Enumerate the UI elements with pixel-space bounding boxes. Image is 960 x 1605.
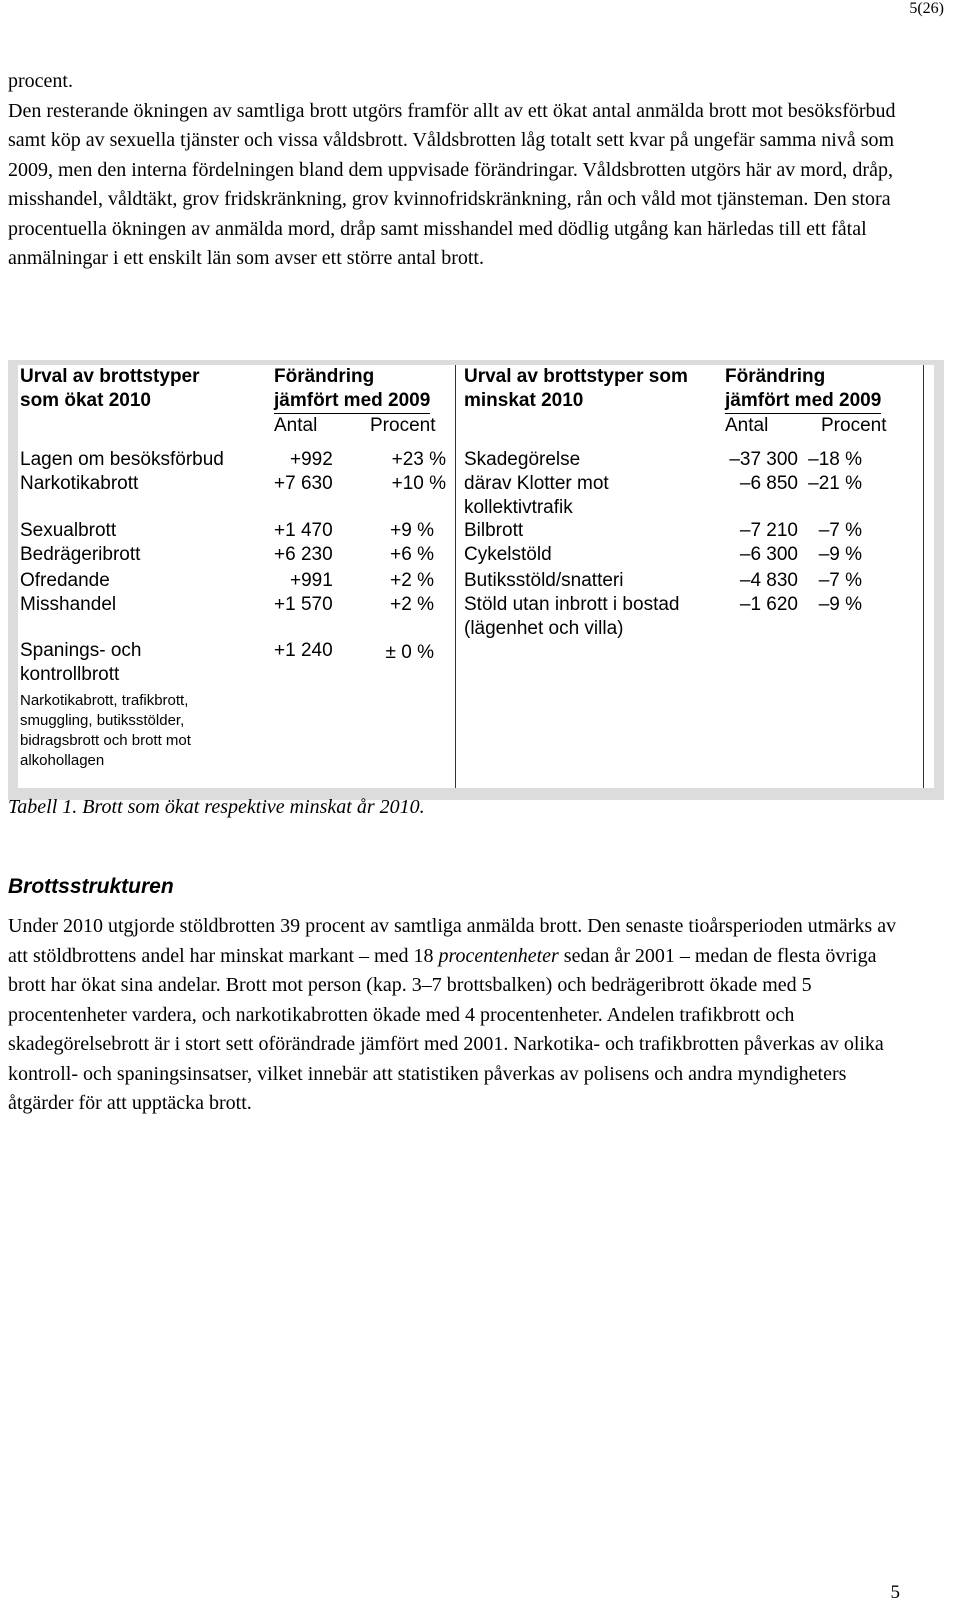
section-text (8, 912, 908, 1119)
dec-row-percent: –9 % (818, 544, 862, 565)
page-header-number: 5(26) (909, 0, 944, 17)
intro-paragraph-2: Den resterande ökningen av samtliga brott utgörs framför allt av ett ökat antal anmälda brott mot besöksförbud samt köp av sexuella tjänster och vissa våldsbrott. Våldsbrotten låg totalt sett kvar på ungefär samma nivå som 2009, men den interna fördelningen bland dem uppvisade förändringar. Våldsbrotten utgörs här av mord, dråp, misshandel, våldtäkt, grov fridskränkning, grov kvinnofridskränkning, rån och våld mot tjänsteman. Den stora procentuella ökningen av anmälda mord, dråp samt misshandel med dödlig utgång kan härledas till ett fåtal anmälningar i ett enskilt län som avser ett större antal brott. (8, 99, 896, 269)
inc-row-percent: +23 % (391, 449, 446, 470)
table-body (18, 365, 934, 788)
crime-change-table (8, 360, 944, 800)
inc-row-percent: +10 % (391, 473, 446, 494)
right-change-header-line1: Förändring (725, 366, 826, 387)
left-header-line2: som ökat 2010 (20, 390, 151, 411)
note-line: bidragsbrott och brott mot (20, 732, 191, 749)
right-change-header-line2: jämfört med 2009 (725, 389, 881, 414)
inc-row-percent: +9 % (390, 520, 434, 541)
dec-row-count: –6 850 (739, 473, 798, 494)
left-col-count: Antal (274, 415, 318, 436)
dec-row-percent: –18 % (808, 449, 862, 470)
intro-paragraph-1: procent. (8, 70, 73, 92)
note-line: smuggling, butiksstölder, (20, 712, 185, 729)
table-caption: Tabell 1. Brott som ökat respektive minskat år 2010. (8, 796, 425, 818)
dec-row-name: Butiksstöld/snatteri (464, 570, 624, 591)
dec-row-name-cont: (lägenhet och villa) (464, 618, 624, 639)
left-change-header-line1: Förändring (274, 366, 375, 387)
inc-row-count: +991 (290, 570, 333, 591)
inc-row-count: +6 230 (274, 544, 333, 565)
dec-row-name: därav Klotter mot (464, 473, 609, 494)
table-right-border (923, 365, 924, 788)
inc-row-percent: +2 % (390, 594, 434, 615)
note-line: alkohollagen (20, 752, 105, 769)
inc-row-percent: +2 % (390, 570, 434, 591)
page-footer-number: 5 (890, 1582, 900, 1603)
inc-row-name-cont: kontrollbrott (20, 664, 120, 685)
inc-row-count: +1 240 (274, 640, 333, 661)
dec-row-name: Stöld utan inbrott i bostad (464, 594, 680, 615)
inc-row-name: Spanings- och (20, 640, 142, 661)
inc-row-name: Misshandel (20, 594, 117, 615)
intro-text (8, 67, 908, 274)
inc-row-name: Bedrägeribrott (20, 544, 141, 565)
inc-row-name: Lagen om besöksförbud (20, 449, 224, 470)
dec-row-percent: –21 % (808, 473, 862, 494)
dec-row-name-cont: kollektivtrafik (464, 497, 573, 518)
dec-row-count: –7 210 (739, 520, 798, 541)
dec-row-count: –4 830 (739, 570, 798, 591)
inc-row-name: Narkotikabrott (20, 473, 139, 494)
section-paragraph-part-b: sedan år 2001 – medan de flesta övriga brott har ökat sina andelar. Brott mot person (kap. 3–7 brottsbalken) och bedrägeribrott ökade med 5 procentenheter vardera, och narkotikabrotten ökade med 4 procentenheter. Andelen trafikbrott och skadegörelsebrott är i stort sett oförändrade jämfört med 2001. Narkotika- och trafikbrotten påverkas av olika kontroll- och spaningsinsatser, vilket innebär att statistiken påverkas av polisens och andra myndigheters åtgärder för att upptäcka brott. (8, 944, 884, 1114)
inc-row-count: +7 630 (274, 473, 333, 494)
dec-row-percent: –9 % (818, 594, 862, 615)
inc-row-percent: +6 % (390, 544, 434, 565)
dec-row-percent: –7 % (818, 570, 862, 591)
inc-row-name: Sexualbrott (20, 520, 117, 541)
inc-row-percent: ± 0 % (385, 642, 434, 663)
inc-row-count: +992 (290, 449, 333, 470)
inc-row-count: +1 470 (274, 520, 333, 541)
right-col-percent: Procent (821, 415, 887, 436)
left-header-line1: Urval av brottstyper (20, 366, 200, 387)
right-header-line2: minskat 2010 (464, 390, 584, 411)
dec-row-name: Bilbrott (464, 520, 524, 541)
right-header-line1: Urval av brottstyper som (464, 366, 688, 387)
section-paragraph-part-a: Under 2010 utgjorde stöldbrotten 39 procent av samtliga anmälda brott. Den senaste tioårsperioden utmärks av att stöldbrottens andel har minskat markant – med 18 (8, 915, 897, 967)
note-line: Narkotikabrott, trafikbrott, (20, 692, 189, 709)
table-divider (455, 365, 456, 788)
section-paragraph (8, 912, 908, 1119)
right-col-count: Antal (725, 415, 769, 436)
dec-row-count: –37 300 (729, 449, 798, 470)
section-title: Brottsstrukturen (8, 875, 174, 898)
dec-row-count: –1 620 (739, 594, 798, 615)
left-col-percent: Procent (370, 415, 436, 436)
section-paragraph-emphasis: procentenheter (438, 944, 559, 967)
left-change-header-line2: jämfört med 2009 (274, 389, 430, 414)
dec-row-count: –6 300 (739, 544, 798, 565)
dec-row-percent: –7 % (818, 520, 862, 541)
dec-row-name: Cykelstöld (464, 544, 552, 565)
dec-row-name: Skadegörelse (464, 449, 581, 470)
inc-row-count: +1 570 (274, 594, 333, 615)
inc-row-name: Ofredande (20, 570, 110, 591)
